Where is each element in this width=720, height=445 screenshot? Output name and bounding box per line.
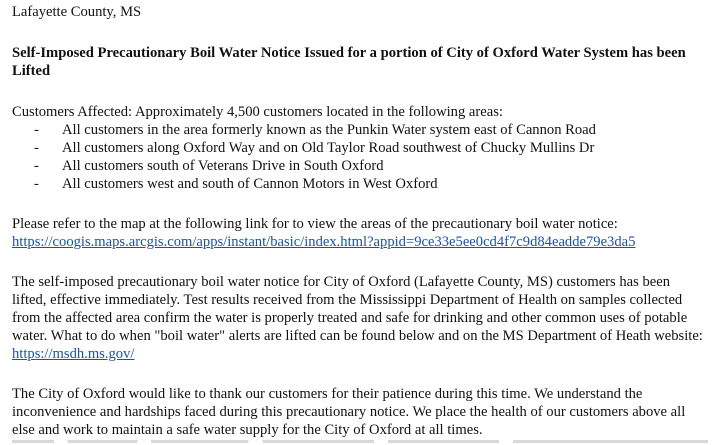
list-item: - All customers in the area formerly known as the Punkin Water system east of Cannon Road [34,121,708,139]
thanks-paragraph: The City of Oxford would like to thank our customers for their patience during this time. We understand the inconvenience and hardships faced during this precautionary notice. We place the health of our customers above all else and work to maintain a safe water supply for the City of Oxford at all times. [12,386,686,438]
notice-headline: Self-Imposed Precautionary Boil Water Notice Issued for a portion of City of Oxford Water System has been Lifted [12,45,686,79]
customers-affected-intro: Customers Affected: Approximately 4,500 customers located in the following areas: [12,104,503,120]
list-item: - All customers west and south of Cannon Motors in West Oxford [34,175,708,193]
list-item: - All customers along Oxford Way and on Old Taylor Road southwest of Chucky Mullins Dr [34,139,708,157]
map-text: Please refer to the map at the following link for to view the areas of the precautionary boil water notice: [12,216,618,232]
lifted-text: The self-imposed precautionary boil water notice for City of Oxford (Lafayette County, MS) customers has been lifted, effective immediately. Test results received from the Mississippi Department of Health on samples collected from the affected area confirm the water is properly treated and safe for drinking and other common uses of potable water. What to do when "boil water" alerts are lifted can be found below and on the MS Department of Heath website: [12,274,703,344]
affected-areas-list [12,121,708,193]
truncated-text-line [12,437,708,445]
list-item: - All customers south of Veterans Drive in South Oxford [34,157,708,175]
map-paragraph [12,215,708,251]
county-label: Lafayette County, MS [12,4,142,20]
msdh-link[interactable]: https://msdh.ms.gov/ [12,346,135,362]
map-link[interactable]: https://coogis.maps.arcgis.com/apps/instant/basic/index.html?appid=9ce33e5ee0cd4f7c9d84eadde79e3da5 [12,234,636,250]
lifted-paragraph [12,273,708,363]
